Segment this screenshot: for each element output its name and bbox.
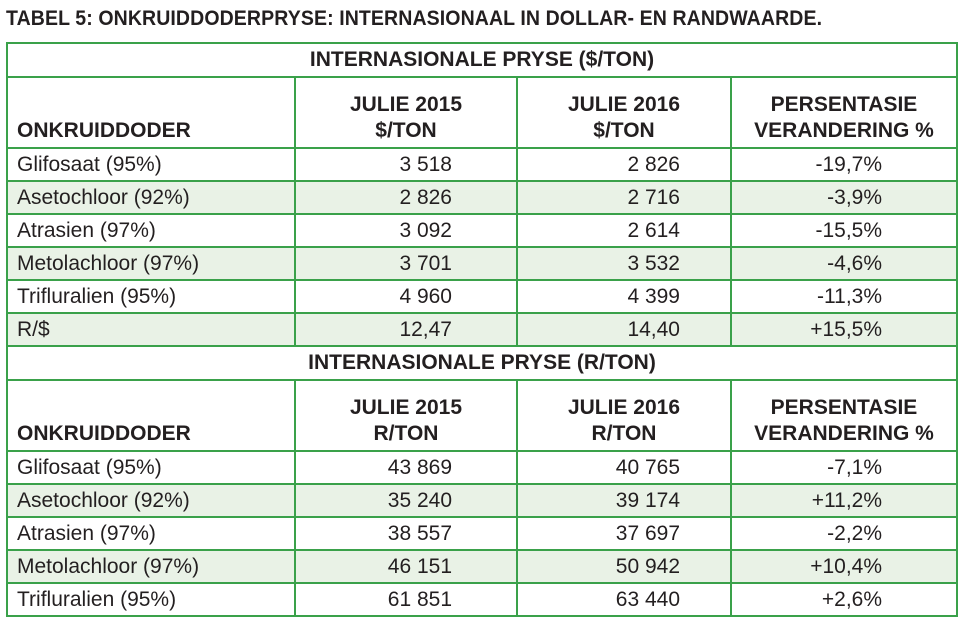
header-percent-change: PERSENTASIE VERANDERING % [731, 77, 957, 148]
herbicide-name: Asetochloor (92%) [7, 484, 295, 517]
price-2016: 2 716 [517, 181, 731, 214]
percent-change: -7,1% [731, 451, 957, 484]
price-2016: 50 942 [517, 550, 731, 583]
price-2016: 39 174 [517, 484, 731, 517]
header-herbicide: ONKRUIDDODER [7, 77, 295, 148]
herbicide-name: Metolachloor (97%) [7, 247, 295, 280]
price-2015: 61 851 [295, 583, 517, 616]
herbicide-name: R/$ [7, 313, 295, 346]
table-row [7, 583, 957, 616]
price-2016: 14,40 [517, 313, 731, 346]
table-row [7, 550, 957, 583]
header-july-2016: JULIE 2016 R/TON [517, 380, 731, 451]
price-2015: 38 557 [295, 517, 517, 550]
herbicide-name: Glifosaat (95%) [7, 148, 295, 181]
price-2016: 4 399 [517, 280, 731, 313]
price-2015: 2 826 [295, 181, 517, 214]
price-2015: 46 151 [295, 550, 517, 583]
header-july-2015: JULIE 2015 R/TON [295, 380, 517, 451]
percent-change: -15,5% [731, 214, 957, 247]
percent-change: -19,7% [731, 148, 957, 181]
section-heading-row [7, 346, 957, 380]
price-2016: 63 440 [517, 583, 731, 616]
table-row [7, 247, 957, 280]
herbicide-name: Asetochloor (92%) [7, 181, 295, 214]
price-2015: 3 092 [295, 214, 517, 247]
price-2015: 12,47 [295, 313, 517, 346]
price-2016: 37 697 [517, 517, 731, 550]
header-herbicide: ONKRUIDDODER [7, 380, 295, 451]
table-row [7, 214, 957, 247]
exchange-rate-row [7, 313, 957, 346]
herbicide-name: Trifluralien (95%) [7, 583, 295, 616]
table-row [7, 484, 957, 517]
percent-change: +10,4% [731, 550, 957, 583]
percent-change: +15,5% [731, 313, 957, 346]
table-row [7, 148, 957, 181]
percent-change: +11,2% [731, 484, 957, 517]
section-heading-row [7, 43, 957, 77]
price-2015: 3 701 [295, 247, 517, 280]
price-2016: 2 826 [517, 148, 731, 181]
price-2016: 3 532 [517, 247, 731, 280]
percent-change: -11,3% [731, 280, 957, 313]
herbicide-name: Trifluralien (95%) [7, 280, 295, 313]
herbicide-name: Metolachloor (97%) [7, 550, 295, 583]
herbicide-name: Glifosaat (95%) [7, 451, 295, 484]
price-2015: 3 518 [295, 148, 517, 181]
header-july-2015: JULIE 2015 $/TON [295, 77, 517, 148]
price-2015: 4 960 [295, 280, 517, 313]
percent-change: -4,6% [731, 247, 957, 280]
herbicide-price-table [6, 42, 958, 617]
percent-change: -3,9% [731, 181, 957, 214]
percent-change: -2,2% [731, 517, 957, 550]
table-row [7, 181, 957, 214]
header-percent-change: PERSENTASIE VERANDERING % [731, 380, 957, 451]
section-heading: INTERNASIONALE PRYSE ($/TON) [7, 43, 957, 77]
price-2016: 2 614 [517, 214, 731, 247]
table-title: TABEL 5: ONKRUIDDODERPRYSE: INTERNASIONAAL IN DOLLAR- EN RANDWAARDE. [6, 7, 823, 30]
percent-change: +2,6% [731, 583, 957, 616]
price-2015: 43 869 [295, 451, 517, 484]
herbicide-name: Atrasien (97%) [7, 214, 295, 247]
table-row [7, 517, 957, 550]
header-july-2016: JULIE 2016 $/TON [517, 77, 731, 148]
table-row [7, 280, 957, 313]
price-2015: 35 240 [295, 484, 517, 517]
column-header-row [7, 77, 957, 148]
table-row [7, 451, 957, 484]
section-heading: INTERNASIONALE PRYSE (R/TON) [7, 346, 957, 380]
column-header-row [7, 380, 957, 451]
herbicide-name: Atrasien (97%) [7, 517, 295, 550]
price-2016: 40 765 [517, 451, 731, 484]
